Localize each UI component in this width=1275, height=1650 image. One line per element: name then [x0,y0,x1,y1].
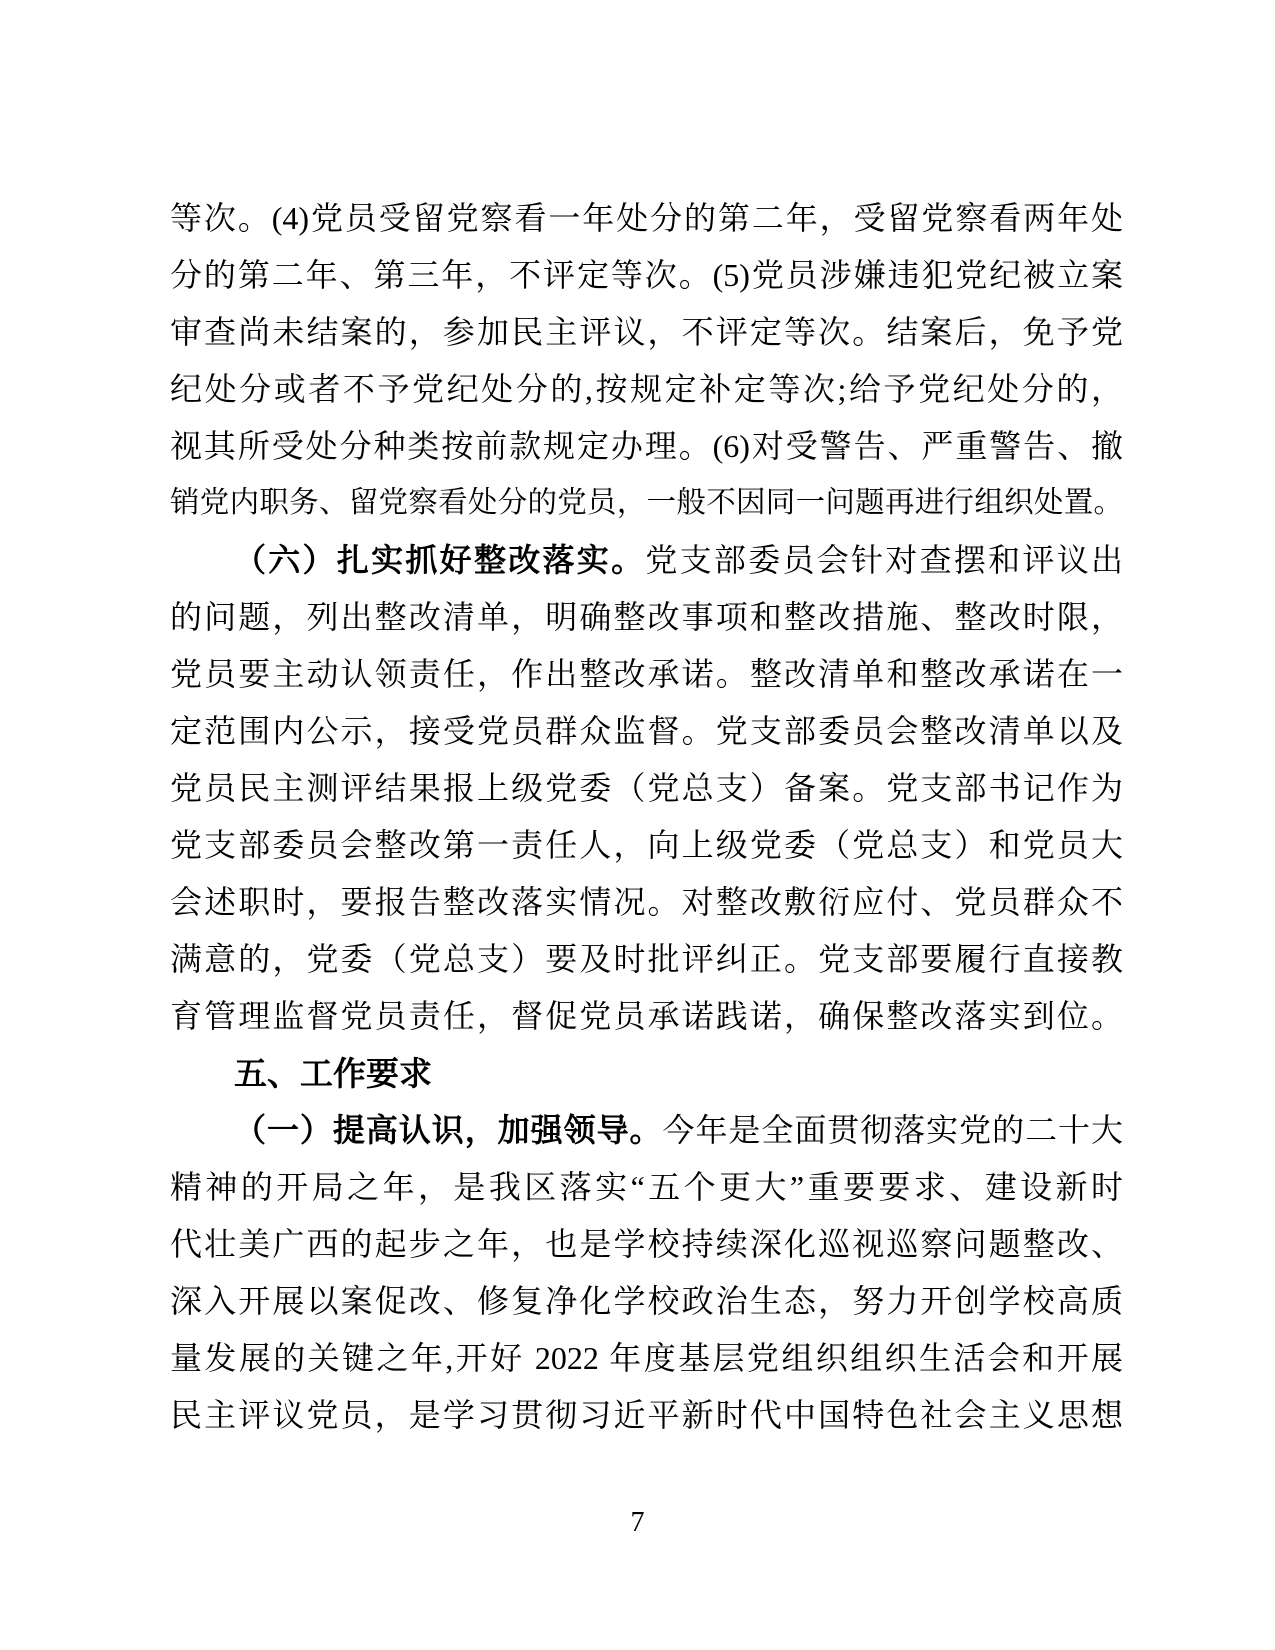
text-block [170,190,1123,1444]
text-run: 审查尚未结案的，参加民主评议，不评定等次。结案后，免予党 [170,314,1123,350]
text-line [170,532,1123,589]
text-line [170,703,1123,760]
emphasis-run: （六）扎实抓好整改落实。 [234,542,646,578]
text-run: 党支部委员会整改第一责任人，向上级党委（党总支）和党员大 [170,827,1123,863]
text-run: 党员要主动认领责任，作出整改承诺。整改清单和整改承诺在一 [170,656,1123,692]
text-run: 的问题，列出整改清单，明确整改事项和整改措施、整改时限， [170,599,1123,635]
text-run: 精神的开局之年，是我区落实“五个更大”重要要求、建设新时 [170,1169,1123,1205]
text-line [170,1159,1123,1216]
text-line [170,1102,1123,1159]
text-run: 量发展的关键之年,开好 2022 年度基层党组织组织生活会和开展 [170,1340,1123,1376]
text-line [170,760,1123,817]
text-line [170,931,1123,988]
text-line [170,418,1123,475]
text-line [170,874,1123,931]
text-line [170,817,1123,874]
text-line [170,1216,1123,1273]
text-line [170,589,1123,646]
text-run: 会述职时，要报告整改落实情况。对整改敷衍应付、党员群众不 [170,884,1123,920]
text-line [170,247,1123,304]
text-run: 分的第二年、第三年，不评定等次。(5)党员涉嫌违犯党纪被立案 [170,257,1123,293]
text-line [170,304,1123,361]
text-run: 视其所受处分种类按前款规定办理。(6)对受警告、严重警告、撤 [170,428,1123,464]
text-run: 等次。(4)党员受留党察看一年处分的第二年，受留党察看两年处 [170,200,1123,236]
text-line [170,1330,1123,1387]
text-run: 纪处分或者不予党纪处分的,按规定补定等次;给予党纪处分的， [170,371,1123,407]
text-line [170,1387,1123,1444]
text-line [170,361,1123,418]
text-run: 党支部委员会针对查摆和评议出 [645,542,1123,578]
section-heading [170,1045,1123,1102]
text-run: 党员民主测评结果报上级党委（党总支）备案。党支部书记作为 [170,770,1123,806]
text-run: 民主评议党员，是学习贯彻习近平新时代中国特色社会主义思想 [170,1397,1123,1433]
text-run: 育管理监督党员责任，督促党员承诺践诺，确保整改落实到位。 [170,998,1123,1034]
emphasis-run: 五、工作要求 [234,1055,432,1092]
text-run: 代壮美广西的起步之年，也是学校持续深化巡视巡察问题整改、 [170,1226,1123,1262]
text-run: 今年是全面贯彻落实党的二十大 [662,1112,1123,1148]
text-line [170,646,1123,703]
text-line [170,475,1123,532]
text-line [170,1273,1123,1330]
text-line [170,190,1123,247]
text-run: 深入开展以案促改、修复净化学校政治生态，努力开创学校高质 [170,1283,1123,1319]
text-run: 满意的，党委（党总支）要及时批评纠正。党支部要履行直接教 [170,941,1123,977]
emphasis-run: （一）提高认识，加强领导。 [234,1112,663,1148]
text-run: 定范围内公示，接受党员群众监督。党支部委员会整改清单以及 [170,713,1123,749]
text-run: 销党内职务、留党察看处分的党员，一般不因同一问题再进行组织处置。 [170,487,1123,519]
page-number: 7 [630,1507,645,1538]
text-line [170,988,1123,1045]
